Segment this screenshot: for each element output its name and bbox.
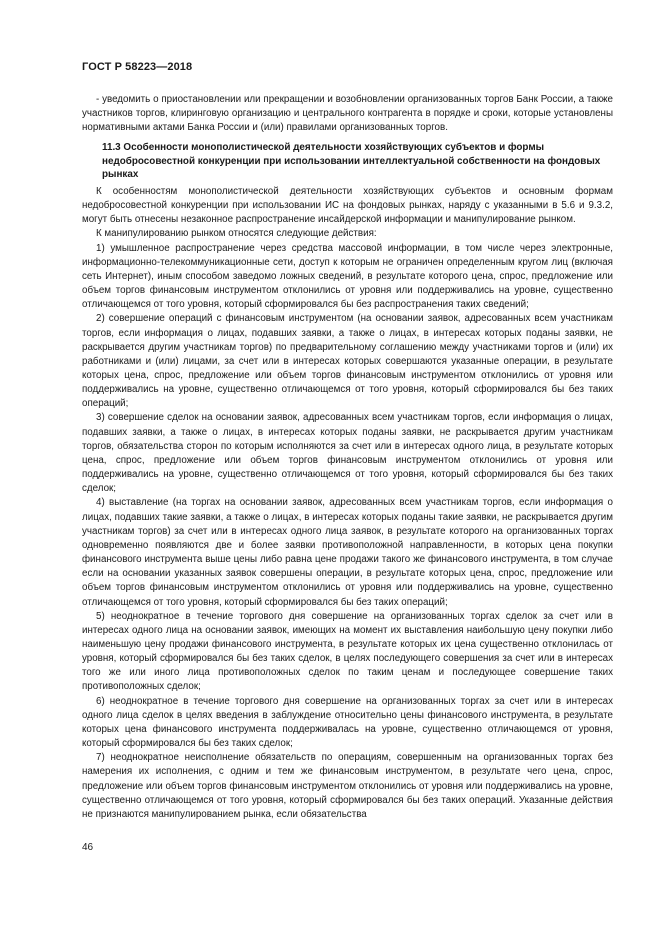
list-item: 4) выставление (на торгах на основании заявок, адресованных всем участникам торгов, если информация о лицах, подавших такие заявки, а также о лицах, в интересах которых поданы такие заявки, не раскрывается другим участникам торгов) за счет или в интересах одного лица заявок, в результате которого на организованных торгах одновременно появляются две и более заявки противоположной направленности, в которых цена покупки финансового инструмента выше цены либо равна цене продажи такого же финансового инструмента, в том случае если на основании указанных заявок совершены операции, в результате которых цена, спрос, предложение или объем торгов финансовым инструментом отклонились от уровня или поддерживались на уровне, существенно отличающемся от того уровня, который сформировался бы без таких операций; <box>82 497 613 608</box>
list-item: 6) неоднократное в течение торгового дня совершение на организованных торгах за счет или в интересах одного лица сделок в целях введения в заблуждение относительно цены финансового инструмента, в результате которых цена финансового инструмента поддерживалась на уровне, существенно отличающемся от уровня, который сформировался бы без таких сделок; <box>82 695 613 750</box>
list-item: 7) неоднократное неисполнение обязательств по операциям, совершенным на организованных торгах без намерения их исполнения, с одним и тем же финансовым инструментом, в результате чего цена, спрос, предложение или объем торгов финансовым инструментом отклонились от уровня или поддерживались на уровне, существенно отличающемся от того уровня, который сформировался бы без таких операций. Указанные действия не признаются манипулированием рынка, если обязательства <box>82 752 613 820</box>
list-intro-paragraph: К манипулированию рынком относятся следующие действия: <box>96 228 377 240</box>
list-item: 1) умышленное распространение через средства массовой информации, в том числе через электронные, информационно-телекоммуникационные сети, доступ к которым не ограничен определенным кругом лиц (включая сеть Интернет), иным способом заведомо ложных сведений, в результате которого цена, спрос, предложение или объем торгов финансовым инструментом отклонились от уровня или поддерживались на уровне, существенно отличающемся от того уровня, который сформировался бы без распространения таких сведений; <box>82 242 613 311</box>
list-item: 5) неоднократное в течение торгового дня совершение на организованных торгах сделок за счет или в интересах одного лица на основании заявок, имеющих на момент их выставления наибольшую цену покупки либо наименьшую цену продажи финансового инструмента, в результате которых их цена существенно отклонилась от уровня, который сформировался бы без таких сделок, в целях последующего совершения за счет или в интересах того же или иного лица противоположных сделок по таким ценам и последующее совершение таких противоположных сделок; <box>82 610 613 693</box>
list-item: 3) совершение сделок на основании заявок, адресованных всем участникам торгов, если информация о лицах, подавших заявки, а также о лицах, в интересах которых поданы заявки, не раскрывается другим участникам торгов, обязательства сторон по которым исполняются за счет или в интересах одного лица, в результате которых цена, спрос, предложение или объем торгов финансовым инструментом отклонились от уровня или поддерживались на уровне, существенно отличающемся от того уровня, который сформировался бы без таких сделок; <box>82 412 613 495</box>
lead-paragraph: - уведомить о приостановлении или прекращении и возобновлении организованных торгов Банк России, а также участников торгов, клиринговую организацию и центрального контрагента в порядке и сроки, которые установлены нормативными актами Банка России и (или) правилами организованных торгов. <box>82 94 613 134</box>
section-intro-paragraph: К особенностям монополистической деятельности хозяйствующих субъектов и основным формам недобросовестной конкуренции при использовании ИС на фондовых рынках, наряду с указанными в 5.6 и 9.3.2, могут быть отнесены незаконное распространение инсайдерской информации и манипулирование рынком. <box>82 185 613 226</box>
list-item: 2) совершение операций с финансовым инструментом (на основании заявок, адресованных всем участникам торгов, если информация о лицах, подавших заявки, а также о лицах, в интересах которых поданы заявки, не раскрывается другим участникам торгов) по предварительному соглашению между участниками торгов и (или) их работниками и (или) лицами, за счет или в интересах которых совершаются указанные операции, в результате которых цена, спрос, предложение или объем торгов финансовым инструментом отклонились от уровня или поддерживались на уровне, существенно отличающемся от того уровня, который сформировался бы без таких операций; <box>82 313 613 410</box>
document-body <box>82 93 613 822</box>
section-title: 11.3 Особенности монополистической деятельности хозяйствующих субъектов и формы недобросовестной конкуренции при использовании интеллектуальной собственности на фондовых рынках <box>102 142 601 181</box>
page-number: 46 <box>82 842 94 853</box>
document-header: ГОСТ Р 58223—2018 <box>82 61 193 73</box>
